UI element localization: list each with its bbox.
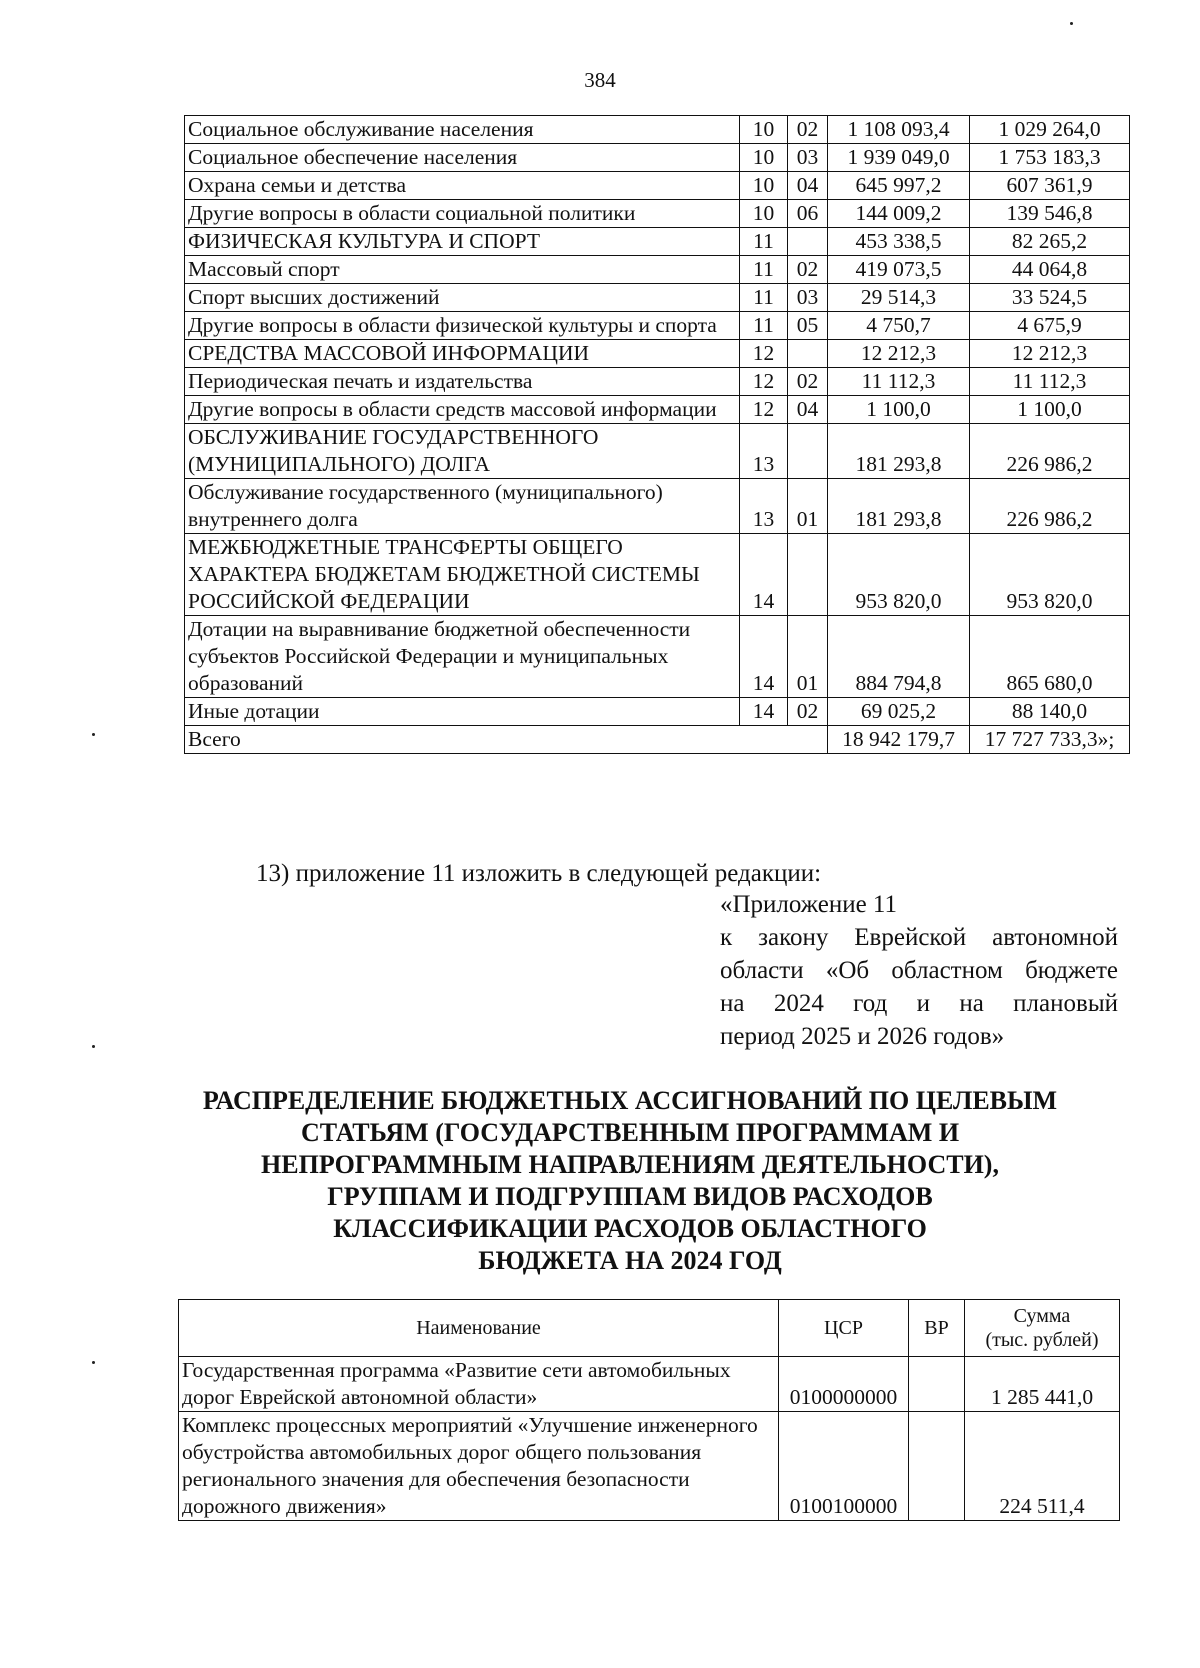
row-subsection: 04 [788, 172, 828, 200]
table-row [185, 616, 1130, 698]
row-sum-2025: 645 997,2 [828, 172, 970, 200]
row-name: ОБСЛУЖИВАНИЕ ГОСУДАРСТВЕННОГО (МУНИЦИПАЛЬНОГО) ДОЛГА [185, 424, 740, 479]
row-name: Другие вопросы в области средств массовой информации [185, 396, 740, 424]
row-name: Спорт высших достижений [185, 284, 740, 312]
row-subsection: 01 [788, 616, 828, 698]
row-name: Другие вопросы в области социальной политики [185, 200, 740, 228]
appendix-line: области «Об областном бюджете [720, 957, 1118, 984]
table-row [185, 116, 1130, 144]
header-csr: ЦСР [779, 1300, 909, 1357]
table-row [185, 368, 1130, 396]
row-name: Другие вопросы в области физической культуры и спорта [185, 312, 740, 340]
appendix-line: на 2024 год и на плановый [720, 990, 1118, 1017]
row-sum-2026: 226 986,2 [970, 424, 1130, 479]
heading-line: КЛАССИФИКАЦИИ РАСХОДОВ ОБЛАСТНОГО [333, 1214, 927, 1243]
table-row [185, 698, 1130, 726]
table-header-row [179, 1300, 1120, 1357]
row-section: 13 [740, 479, 788, 534]
row-subsection: 02 [788, 698, 828, 726]
scan-speck [92, 1361, 95, 1364]
row-name: Комплекс процессных мероприятий «Улучшение инженерного обустройства автомобильных дорог общего пользования регионального значения для обеспечения безопасности дорожного движения» [179, 1412, 779, 1521]
row-sum-2026: 139 546,8 [970, 200, 1130, 228]
row-sum-2026: 82 265,2 [970, 228, 1130, 256]
row-name: Иные дотации [185, 698, 740, 726]
row-sum-2025: 419 073,5 [828, 256, 970, 284]
appendix-line: период 2025 и 2026 годов» [720, 1023, 1005, 1050]
row-section: 11 [740, 312, 788, 340]
appendix-caption [720, 888, 1118, 1053]
row-sum-2026: 1 029 264,0 [970, 116, 1130, 144]
row-csr: 0100100000 [779, 1412, 909, 1521]
table-row [185, 534, 1130, 616]
heading-line: РАСПРЕДЕЛЕНИЕ БЮДЖЕТНЫХ АССИГНОВАНИЙ ПО ЦЕЛЕВЫМ [202, 1086, 1058, 1115]
heading-line: БЮДЖЕТА НА 2024 ГОД [478, 1246, 782, 1275]
table-row [185, 144, 1130, 172]
row-name: СРЕДСТВА МАССОВОЙ ИНФОРМАЦИИ [185, 340, 740, 368]
scan-speck [92, 733, 95, 736]
row-sum-2026: 33 524,5 [970, 284, 1130, 312]
row-sum-2026: 865 680,0 [970, 616, 1130, 698]
row-subsection: 03 [788, 144, 828, 172]
row-sum-2025: 11 112,3 [828, 368, 970, 396]
row-sum-2025: 953 820,0 [828, 534, 970, 616]
total-row [185, 726, 1130, 754]
header-vr: ВР [909, 1300, 965, 1357]
table-row [185, 200, 1130, 228]
row-subsection: 06 [788, 200, 828, 228]
total-label: Всего [185, 726, 828, 754]
row-sum-2026: 11 112,3 [970, 368, 1130, 396]
total-sum-2025: 18 942 179,7 [828, 726, 970, 754]
table-row [185, 424, 1130, 479]
amendment-paragraph: 13) приложение 11 изложить в следующей редакции: [256, 860, 822, 887]
row-sum: 1 285 441,0 [965, 1357, 1120, 1412]
table-row [185, 256, 1130, 284]
row-sum-2026: 88 140,0 [970, 698, 1130, 726]
heading-line: СТАТЬЯМ (ГОСУДАРСТВЕННЫМ ПРОГРАММАМ И [300, 1118, 960, 1147]
row-section: 10 [740, 116, 788, 144]
row-name: ФИЗИЧЕСКАЯ КУЛЬТУРА И СПОРТ [185, 228, 740, 256]
row-subsection: 04 [788, 396, 828, 424]
row-vr [909, 1357, 965, 1412]
scan-speck [92, 1045, 95, 1048]
appendix-line: к закону Еврейской автономной [720, 924, 1118, 951]
row-section: 11 [740, 228, 788, 256]
row-sum-2025: 1 108 093,4 [828, 116, 970, 144]
row-subsection [788, 340, 828, 368]
row-section: 14 [740, 698, 788, 726]
table-row [185, 340, 1130, 368]
row-section: 12 [740, 340, 788, 368]
row-section: 12 [740, 368, 788, 396]
row-sum-2025: 12 212,3 [828, 340, 970, 368]
row-sum-2026: 4 675,9 [970, 312, 1130, 340]
row-subsection: 05 [788, 312, 828, 340]
row-section: 11 [740, 256, 788, 284]
row-section: 14 [740, 534, 788, 616]
row-subsection [788, 228, 828, 256]
row-sum-2025: 453 338,5 [828, 228, 970, 256]
row-sum-2025: 29 514,3 [828, 284, 970, 312]
row-name: Социальное обслуживание населения [185, 116, 740, 144]
row-section: 10 [740, 200, 788, 228]
header-sum [965, 1300, 1120, 1357]
row-section: 14 [740, 616, 788, 698]
row-subsection [788, 424, 828, 479]
row-sum-2025: 181 293,8 [828, 424, 970, 479]
row-sum-2025: 69 025,2 [828, 698, 970, 726]
row-subsection: 02 [788, 116, 828, 144]
heading-line: НЕПРОГРАММНЫМ НАПРАВЛЕНИЯМ ДЕЯТЕЛЬНОСТИ), [261, 1150, 999, 1179]
row-sum-2025: 181 293,8 [828, 479, 970, 534]
row-sum-2026: 607 361,9 [970, 172, 1130, 200]
row-name: Обслуживание государственного (муниципального) внутреннего долга [185, 479, 740, 534]
header-sum-label: Сумма [1013, 1305, 1071, 1327]
row-sum-2026: 226 986,2 [970, 479, 1130, 534]
row-sum-2025: 884 794,8 [828, 616, 970, 698]
allocation-table [178, 1299, 1120, 1521]
row-subsection: 02 [788, 256, 828, 284]
document-heading [150, 1085, 1110, 1277]
row-section: 12 [740, 396, 788, 424]
table-row [185, 172, 1130, 200]
row-name: Охрана семьи и детства [185, 172, 740, 200]
table-row [179, 1412, 1120, 1521]
row-sum-2026: 1 753 183,3 [970, 144, 1130, 172]
table-row [185, 479, 1130, 534]
total-sum-2026: 17 727 733,3»; [970, 726, 1130, 754]
row-subsection: 02 [788, 368, 828, 396]
row-sum-2025: 1 100,0 [828, 396, 970, 424]
header-name: Наименование [179, 1300, 779, 1357]
row-subsection: 03 [788, 284, 828, 312]
row-sum-2026: 44 064,8 [970, 256, 1130, 284]
table-row [179, 1357, 1120, 1412]
heading-line: ГРУППАМ И ПОДГРУППАМ ВИДОВ РАСХОДОВ [327, 1182, 933, 1211]
row-sum-2026: 953 820,0 [970, 534, 1130, 616]
row-sum-2025: 4 750,7 [828, 312, 970, 340]
row-subsection [788, 534, 828, 616]
table-row [185, 396, 1130, 424]
row-name: Дотации на выравнивание бюджетной обеспеченности субъектов Российской Федерации и муниципальных образований [185, 616, 740, 698]
appendix-line: «Приложение 11 [720, 891, 898, 918]
row-sum-2025: 144 009,2 [828, 200, 970, 228]
row-name: Массовый спорт [185, 256, 740, 284]
row-sum-2026: 1 100,0 [970, 396, 1130, 424]
row-section: 11 [740, 284, 788, 312]
header-sum-unit: (тыс. рублей) [985, 1329, 1099, 1351]
row-sum: 224 511,4 [965, 1412, 1120, 1521]
row-subsection: 01 [788, 479, 828, 534]
scan-speck [1070, 22, 1073, 25]
row-csr: 0100000000 [779, 1357, 909, 1412]
row-vr [909, 1412, 965, 1521]
page-number: 384 [584, 68, 616, 92]
row-section: 13 [740, 424, 788, 479]
row-sum-2026: 12 212,3 [970, 340, 1130, 368]
expenditure-table [184, 115, 1130, 754]
row-section: 10 [740, 172, 788, 200]
row-name: Периодическая печать и издательства [185, 368, 740, 396]
table-row [185, 312, 1130, 340]
row-name: Социальное обеспечение населения [185, 144, 740, 172]
row-sum-2025: 1 939 049,0 [828, 144, 970, 172]
row-name: Государственная программа «Развитие сети автомобильных дорог Еврейской автономной области» [179, 1357, 779, 1412]
table-row [185, 284, 1130, 312]
table-row [185, 228, 1130, 256]
row-name: МЕЖБЮДЖЕТНЫЕ ТРАНСФЕРТЫ ОБЩЕГО ХАРАКТЕРА БЮДЖЕТАМ БЮДЖЕТНОЙ СИСТЕМЫ РОССИЙСКОЙ ФЕДЕРАЦИИ [185, 534, 740, 616]
row-section: 10 [740, 144, 788, 172]
